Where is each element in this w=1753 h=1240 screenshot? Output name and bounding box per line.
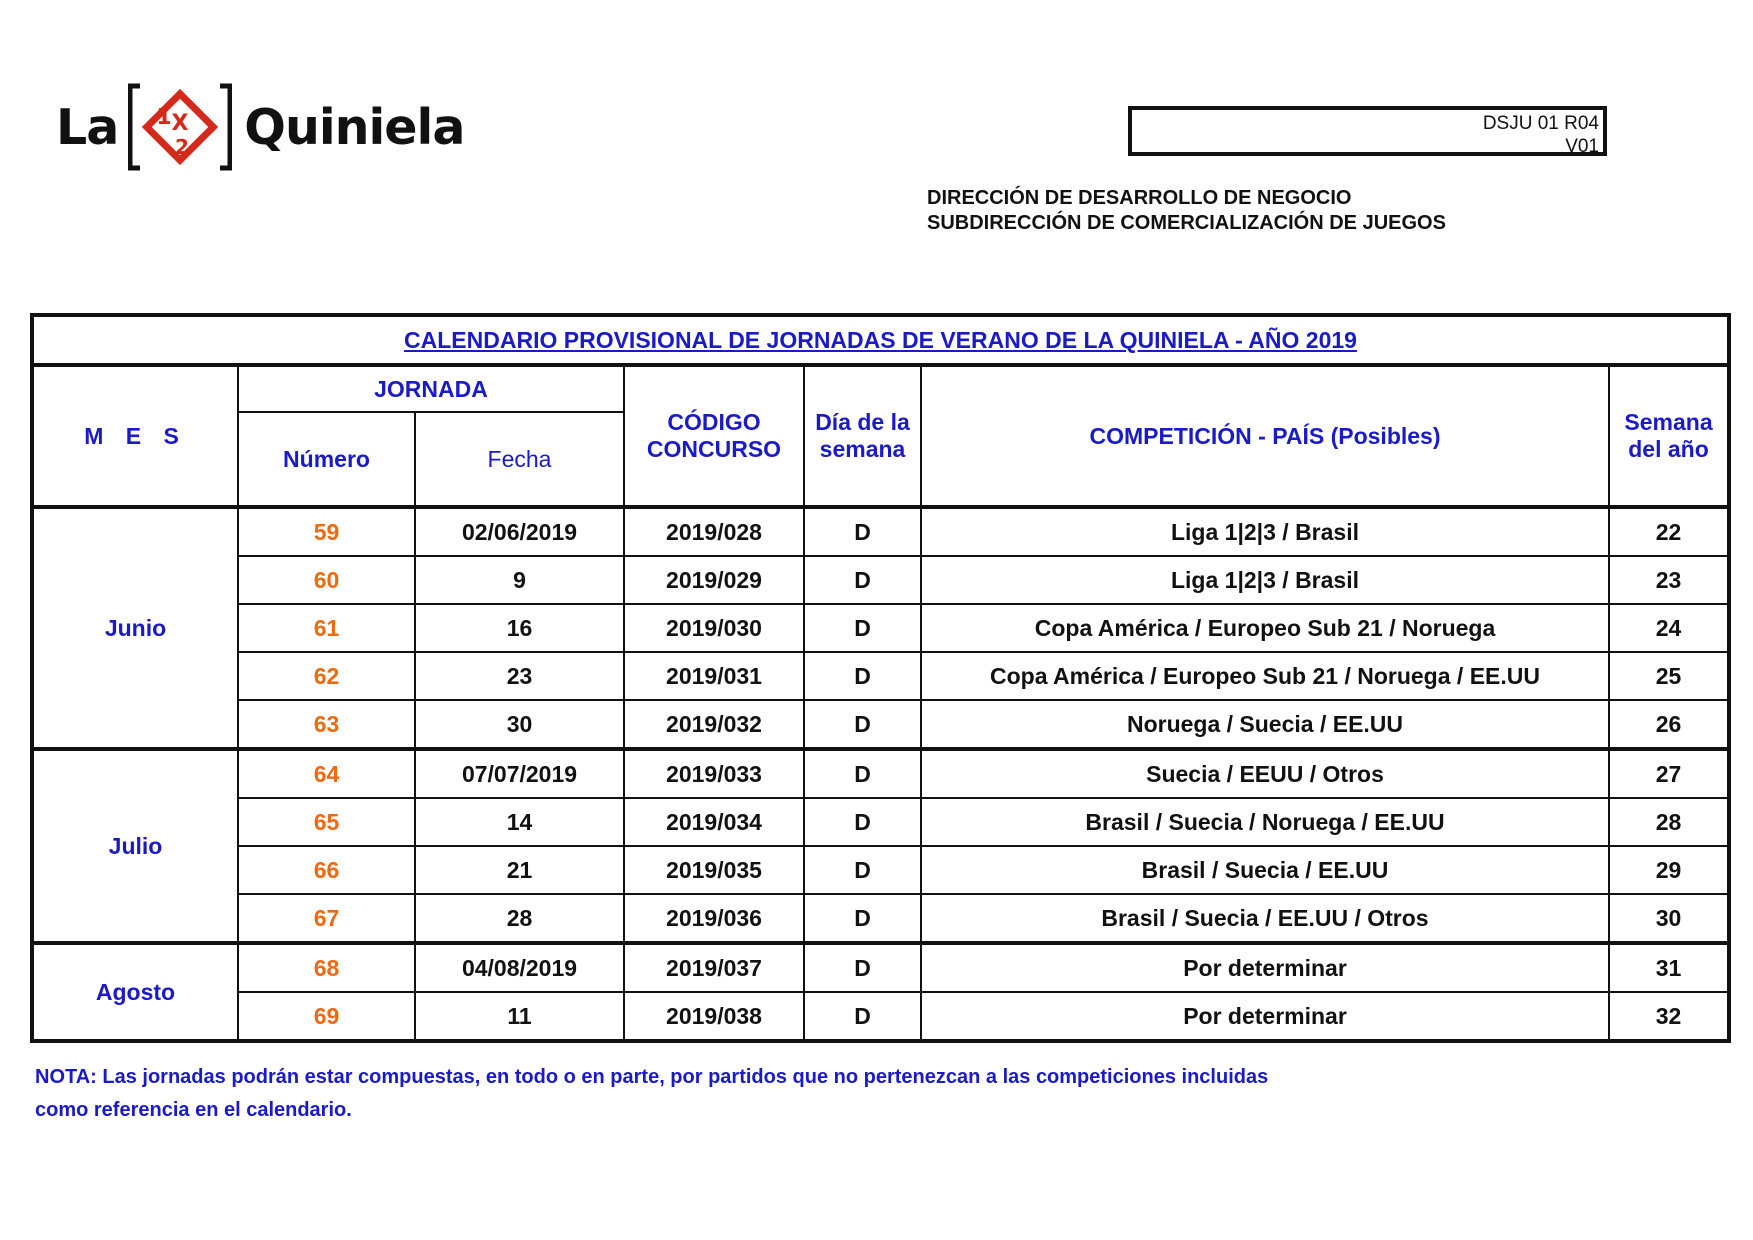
document-version: V01 [1565, 136, 1599, 157]
row-numero: 65 [238, 798, 415, 846]
row-codigo: 2019/037 [624, 943, 804, 992]
row-codigo: 2019/030 [624, 604, 804, 652]
row-numero: 63 [238, 700, 415, 749]
row-numero: 66 [238, 846, 415, 894]
header-fecha: Fecha [415, 412, 624, 507]
row-semana: 29 [1609, 846, 1729, 894]
header-codigo-line-2: CONCURSO [646, 436, 782, 462]
header-numero: Número [238, 412, 415, 507]
table-title: CALENDARIO PROVISIONAL DE JORNADAS DE VERANO DE LA QUINIELA - AÑO 2019 [32, 315, 1729, 365]
month-cell: Junio [32, 507, 238, 749]
row-codigo: 2019/036 [624, 894, 804, 943]
row-semana: 26 [1609, 700, 1729, 749]
calendar-table [30, 313, 1731, 1043]
row-codigo: 2019/032 [624, 700, 804, 749]
row-dia: D [804, 798, 921, 846]
row-dia: D [804, 556, 921, 604]
header-mes: M E S [32, 365, 238, 507]
header-semana-anio [1609, 365, 1729, 507]
row-codigo: 2019/029 [624, 556, 804, 604]
row-dia: D [804, 894, 921, 943]
header-jornada: JORNADA [238, 365, 624, 412]
row-semana: 31 [1609, 943, 1729, 992]
svg-text:2: 2 [175, 135, 190, 159]
month-cell: Agosto [32, 943, 238, 1041]
row-fecha: 30 [415, 700, 624, 749]
row-dia: D [804, 507, 921, 556]
row-fecha: 07/07/2019 [415, 749, 624, 798]
row-codigo: 2019/028 [624, 507, 804, 556]
row-fecha: 11 [415, 992, 624, 1041]
department-line-1: DIRECCIÓN DE DESARROLLO DE NEGOCIO [927, 187, 1352, 209]
row-dia: D [804, 652, 921, 700]
table-row [32, 992, 1729, 1041]
row-competicion: Brasil / Suecia / EE.UU [921, 846, 1609, 894]
row-competicion: Brasil / Suecia / Noruega / EE.UU [921, 798, 1609, 846]
row-dia: D [804, 700, 921, 749]
row-competicion: Liga 1|2|3 / Brasil [921, 556, 1609, 604]
logo-word-quiniela: Quiniela [244, 98, 465, 156]
row-fecha: 16 [415, 604, 624, 652]
month-cell: Julio [32, 749, 238, 943]
svg-text:1: 1 [156, 105, 172, 130]
table-row [32, 749, 1729, 798]
row-dia: D [804, 749, 921, 798]
header-semana-line-2: del año [1628, 436, 1709, 462]
footnote [35, 1061, 1268, 1127]
footnote-line-1: NOTA: Las jornadas podrán estar compuestas, en todo o en parte, por partidos que no pertenezcan a las competiciones incluidas [35, 1066, 1269, 1088]
document-code: DSJU 01 R04 [1482, 113, 1599, 134]
la-quiniela-logo [56, 82, 464, 172]
row-competicion: Brasil / Suecia / EE.UU / Otros [921, 894, 1609, 943]
row-fecha: 21 [415, 846, 624, 894]
table-row [32, 556, 1729, 604]
footnote-line-2: como referencia en el calendario. [35, 1099, 352, 1121]
header-codigo-line-1: CÓDIGO [667, 409, 761, 435]
row-competicion: Copa América / Europeo Sub 21 / Noruega / EE.UU [921, 652, 1609, 700]
table-row [32, 798, 1729, 846]
header-dia-line-2: semana [819, 436, 906, 462]
row-codigo: 2019/034 [624, 798, 804, 846]
row-competicion: Suecia / EEUU / Otros [921, 749, 1609, 798]
row-semana: 25 [1609, 652, 1729, 700]
header-competicion: COMPETICIÓN - PAÍS (Posibles) [921, 365, 1609, 507]
row-numero: 59 [238, 507, 415, 556]
row-dia: D [804, 604, 921, 652]
department-header [927, 186, 1446, 236]
header-dia-line-1: Día de la [815, 409, 910, 435]
row-fecha: 23 [415, 652, 624, 700]
row-semana: 27 [1609, 749, 1729, 798]
row-competicion: Por determinar [921, 943, 1609, 992]
row-dia: D [804, 943, 921, 992]
table-row [32, 652, 1729, 700]
row-competicion: Por determinar [921, 992, 1609, 1041]
header-codigo-concurso [624, 365, 804, 507]
row-fecha: 9 [415, 556, 624, 604]
table-row [32, 894, 1729, 943]
table-row [32, 604, 1729, 652]
row-fecha: 02/06/2019 [415, 507, 624, 556]
row-codigo: 2019/031 [624, 652, 804, 700]
table-row [32, 846, 1729, 894]
svg-text:X: X [171, 111, 189, 136]
row-semana: 28 [1609, 798, 1729, 846]
header-dia-semana [804, 365, 921, 507]
row-numero: 61 [238, 604, 415, 652]
row-semana: 22 [1609, 507, 1729, 556]
row-codigo: 2019/038 [624, 992, 804, 1041]
row-numero: 68 [238, 943, 415, 992]
row-codigo: 2019/035 [624, 846, 804, 894]
row-fecha: 28 [415, 894, 624, 943]
row-fecha: 14 [415, 798, 624, 846]
row-semana: 30 [1609, 894, 1729, 943]
row-codigo: 2019/033 [624, 749, 804, 798]
row-fecha: 04/08/2019 [415, 943, 624, 992]
row-competicion: Copa América / Europeo Sub 21 / Noruega [921, 604, 1609, 652]
row-numero: 64 [238, 749, 415, 798]
row-semana: 32 [1609, 992, 1729, 1041]
row-numero: 60 [238, 556, 415, 604]
row-competicion: Liga 1|2|3 / Brasil [921, 507, 1609, 556]
row-dia: D [804, 846, 921, 894]
row-numero: 67 [238, 894, 415, 943]
row-semana: 23 [1609, 556, 1729, 604]
logo-word-la: La [56, 98, 119, 156]
row-numero: 69 [238, 992, 415, 1041]
row-semana: 24 [1609, 604, 1729, 652]
table-row [32, 507, 1729, 556]
header-semana-line-1: Semana [1624, 409, 1713, 435]
row-dia: D [804, 992, 921, 1041]
row-competicion: Noruega / Suecia / EE.UU [921, 700, 1609, 749]
document-code-box [1128, 106, 1607, 156]
logo-1x2-mark [128, 82, 232, 172]
row-numero: 62 [238, 652, 415, 700]
table-row [32, 943, 1729, 992]
table-row [32, 700, 1729, 749]
department-line-2: SUBDIRECCIÓN DE COMERCIALIZACIÓN DE JUEGOS [927, 212, 1446, 234]
